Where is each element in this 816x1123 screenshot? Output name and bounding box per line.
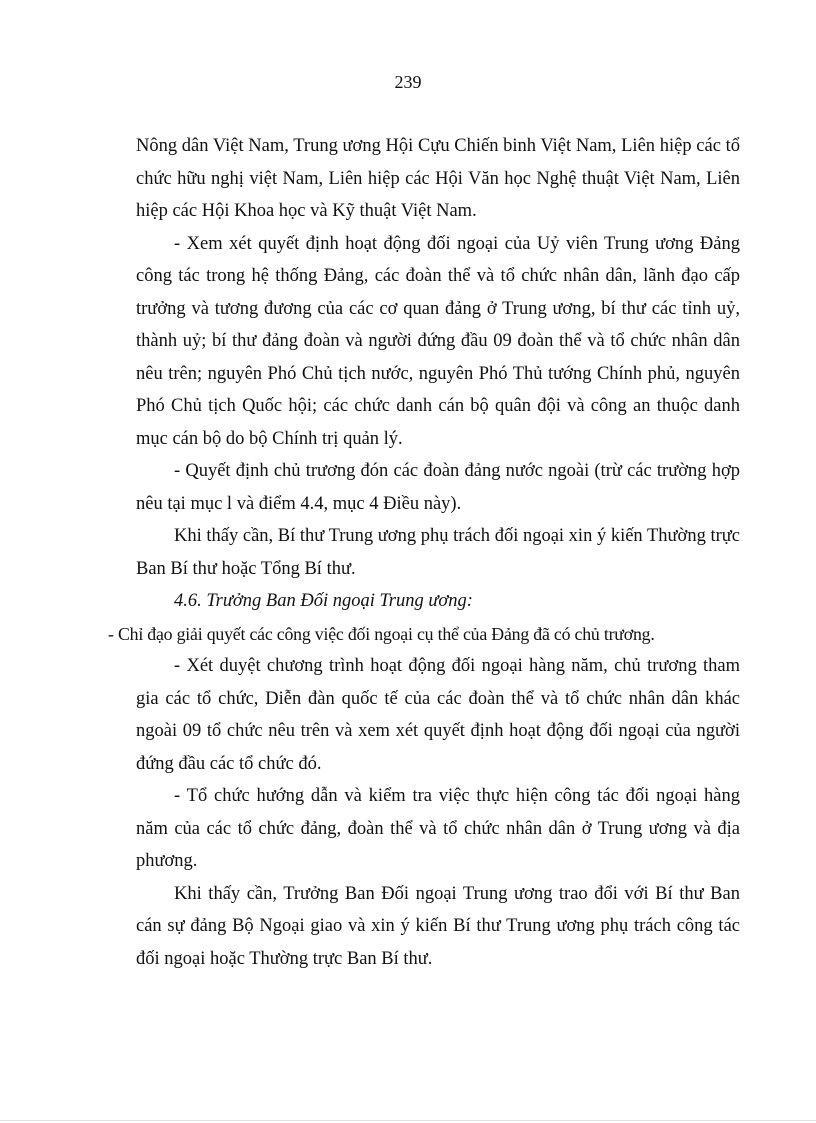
paragraph-approve-program: - Xét duyệt chương trình hoạt động đối ngoại hàng năm, chủ trương tham gia các tổ chức, Diễn đàn quốc tế của các đoàn thể và tổ chức nhân dân khác ngoài 09 tổ chức nêu trên và xem xét quyết định hoạt động đối ngoại của người đứng đầu các tổ chức đó. [136,656,740,774]
section-heading-4-6: 4.6. Trưởng Ban Đối ngoại Trung ương: [174,591,473,611]
paragraph-when-needed-secretary: Khi thấy cần, Bí thư Trung ương phụ trách đối ngoại xin ý kiến Thường trực Ban Bí thư hoặc Tổng Bí thư. [136,526,740,579]
paragraph-guide-inspect: - Tổ chức hướng dẫn và kiểm tra việc thực hiện công tác đối ngoại hàng năm của các tổ chức đảng, đoàn thể và tổ chức nhân dân ở Trung ương và địa phương. [136,786,740,871]
paragraph-decide-policy: - Quyết định chủ trương đón các đoàn đảng nước ngoài (trừ các trường hợp nêu tại mục l và điểm 4.4, mục 4 Điều này). [136,461,740,514]
paragraph-review-activities: - Xem xét quyết định hoạt động đối ngoại của Uỷ viên Trung ương Đảng công tác trong hệ thống Đảng, các đoàn thể và tổ chức nhân dân, lãnh đạo cấp trưởng và tương đương của các cơ quan đảng ở Trung ương, bí thư các tỉnh uỷ, thành uỷ; bí thư đảng đoàn và người đứng đầu 09 đoàn thể và tổ chức nhân dân nêu trên; nguyên Phó Chủ tịch nước, nguyên Phó Thủ tướng Chính phủ, nguyên Phó Chủ tịch Quốc hội; các chức danh cán bộ quân đội và công an thuộc danh mục cán bộ do bộ Chính trị quản lý. [136,233,740,449]
page-number: 239 [394,72,422,92]
paragraph-when-needed-head: Khi thấy cần, Trưởng Ban Đối ngoại Trung ương trao đổi với Bí thư Ban cán sự đảng Bộ Ngoại giao và xin ý kiến Bí thư Trung ương phụ trách công tác đối ngoại hoặc Thường trực Ban Bí thư. [136,883,740,969]
document-body [108,130,740,975]
paragraph-continuation: Nông dân Việt Nam, Trung ương Hội Cựu Chiến binh Việt Nam, Liên hiệp các tổ chức hữu nghị việt Nam, Liên hiệp các Hội Văn học Nghệ thuật Việt Nam, Liên hiệp các Hội Khoa học và Kỹ thuật Việt Nam. [136,136,740,221]
page-bottom-divider [0,1120,816,1121]
paragraph-direct-resolve: - Chỉ đạo giải quyết các công việc đối ngoại cụ thể của Đảng đã có chủ trương. [108,623,655,644]
